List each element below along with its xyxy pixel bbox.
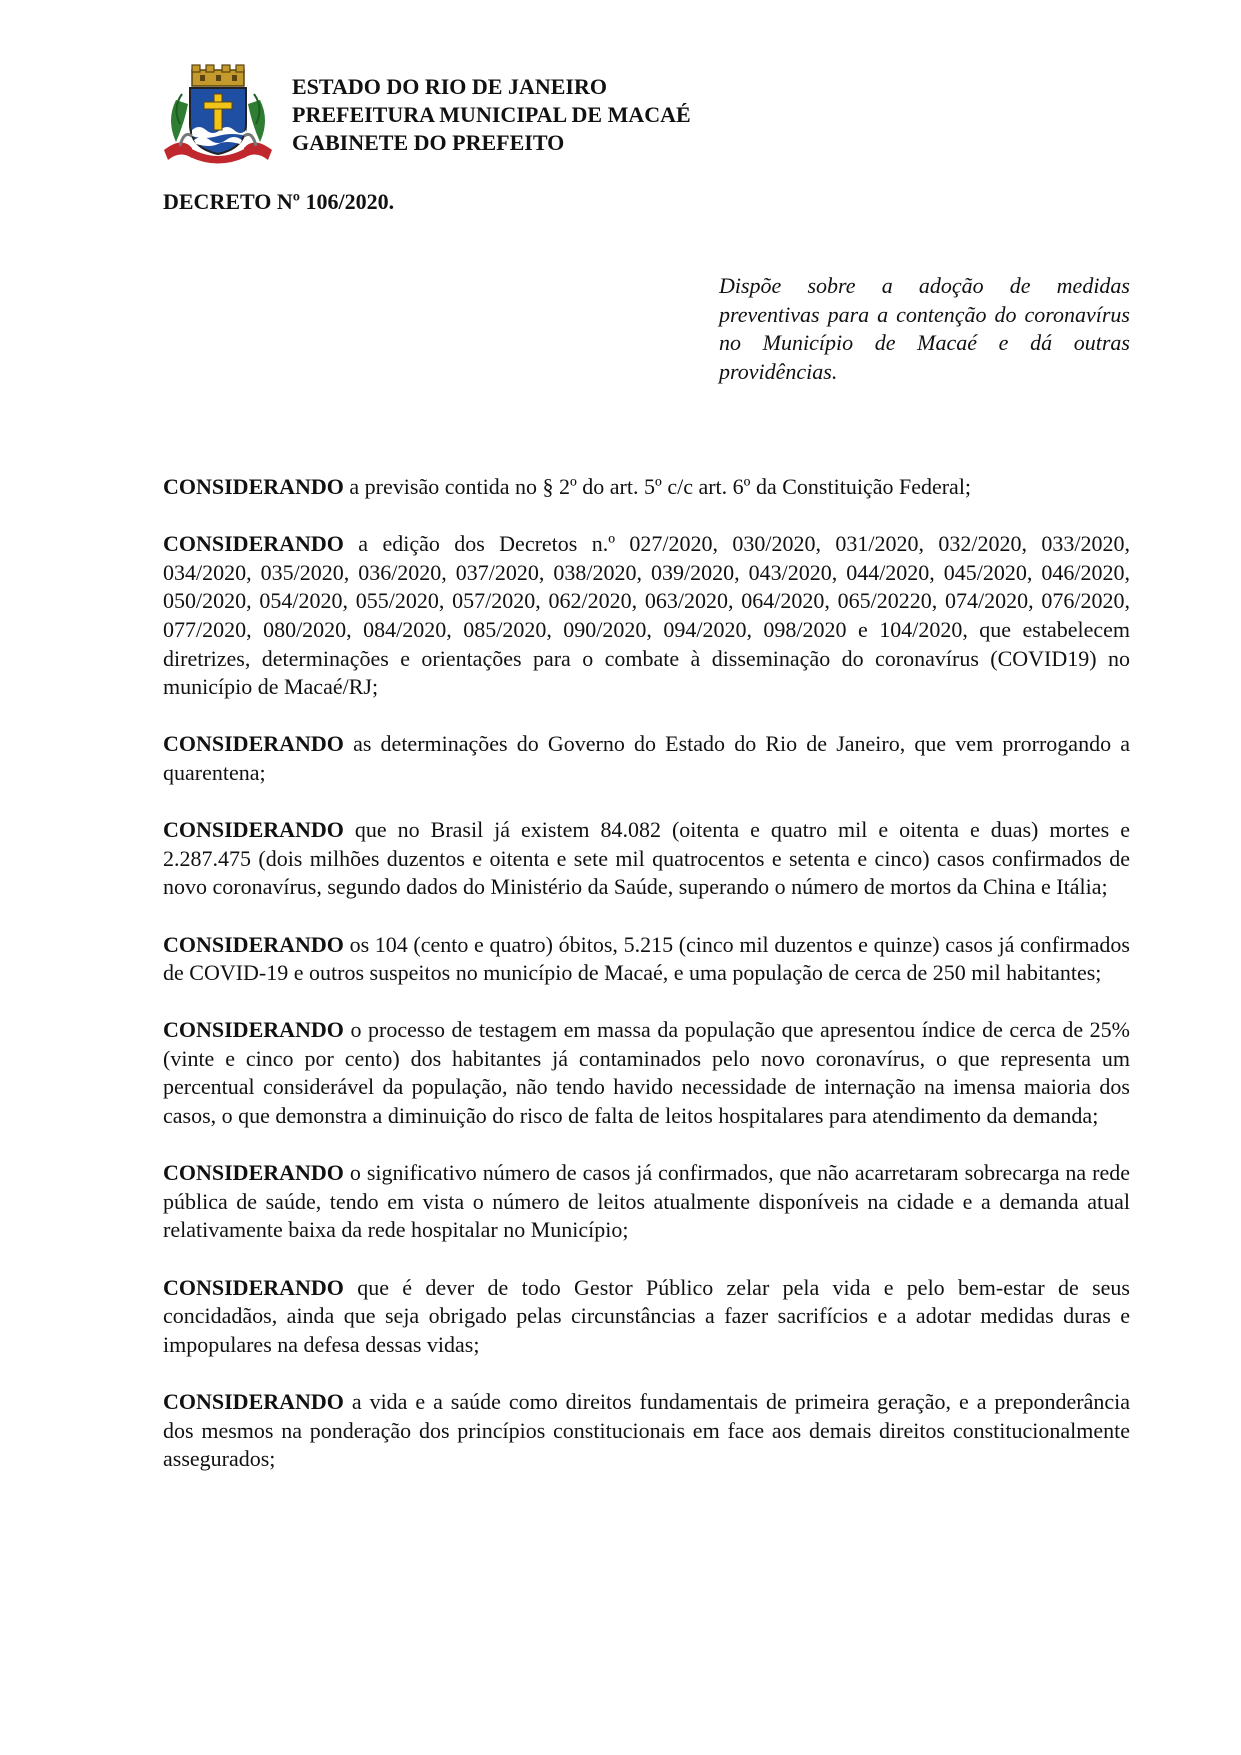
considerando-text: a previsão contida no § 2º do art. 5º c/c art. 6º da Constituição Federal; <box>343 474 972 499</box>
decree-body <box>163 473 1130 1502</box>
considerando-paragraph <box>163 1016 1130 1130</box>
considerando-text: as determinações do Governo do Estado do Rio de Janeiro, que vem prorrogando a quarentena; <box>163 731 1130 785</box>
considerando-paragraph <box>163 931 1130 988</box>
considerando-paragraph <box>163 816 1130 902</box>
considerando-text: os 104 (cento e quatro) óbitos, 5.215 (cinco mil duzentos e quinze) casos já confirmados de COVID-19 e outros suspeitos no município de Macaé, e uma população de cerca de 250 mil habitantes; <box>163 931 1130 986</box>
considerando-paragraph <box>163 530 1130 702</box>
considerando-keyword: CONSIDERANDO <box>163 531 344 557</box>
considerando-text: a vida e a saúde como direitos fundamentais de primeira geração, e a preponderância dos mesmos na ponderação dos princípios constitucionais em face aos demais direitos constitucionalmente assegurados; <box>163 1389 1130 1472</box>
considerando-keyword: CONSIDERANDO <box>163 1274 344 1300</box>
considerando-keyword: CONSIDERANDO <box>163 931 344 957</box>
considerando-keyword: CONSIDERANDO <box>163 1017 344 1043</box>
letterhead-state: ESTADO DO RIO DE JANEIRO <box>292 74 607 99</box>
considerando-text: o processo de testagem em massa da população que apresentou índice de cerca de 25% (vinte e cinco por cento) dos habitantes já contaminados pelo novo coronavírus, o que representa um percentual considerável da população, não tendo havido necessidade de internação na imensa maioria dos casos, o que demonstra a diminuição do risco de falta de leitos hospitalares para atendimento da demanda; <box>163 1017 1130 1129</box>
considerando-paragraph <box>163 1274 1130 1360</box>
letterhead <box>292 73 691 157</box>
considerando-text: que é dever de todo Gestor Público zelar pela vida e pelo bem-estar de seus concidadãos, ainda que seja obrigado pelas circunstâncias a fazer sacrifícios e a adotar medidas duras e impopulares na defesa dessas vidas; <box>163 1274 1130 1357</box>
considerando-text: o significativo número de casos já confirmados, que não acarretaram sobrecarga na rede pública de saúde, tendo em vista o número de leitos atualmente disponíveis na cidade e a demanda atual relativamente baixa da rede hospitalar no Município; <box>163 1160 1130 1243</box>
considerando-keyword: CONSIDERANDO <box>163 1160 344 1186</box>
letterhead-municipality: PREFEITURA MUNICIPAL DE MACAÉ <box>292 102 691 127</box>
considerando-paragraph <box>163 730 1130 787</box>
decree-number: DECRETO Nº 106/2020. <box>163 189 395 214</box>
considerando-keyword: CONSIDERANDO <box>163 474 344 499</box>
considerando-text: que no Brasil já existem 84.082 (oitenta e quatro mil e oitenta e duas) mortes e 2.287.475 (dois milhões duzentos e oitenta e sete mil quatrocentos e setenta e cinco) casos confirmados de novo coronavírus, segundo dados do Ministério da Saúde, superando o número de mortos da China e Itália; <box>163 817 1130 900</box>
considerando-keyword: CONSIDERANDO <box>163 1389 344 1414</box>
letterhead-office: GABINETE DO PREFEITO <box>292 130 565 155</box>
considerando-paragraph <box>163 473 1130 502</box>
considerando-keyword: CONSIDERANDO <box>163 731 344 757</box>
considerando-paragraph <box>163 1388 1130 1474</box>
considerando-paragraph <box>163 1159 1130 1245</box>
considerando-text: a edição dos Decretos n.º 027/2020, 030/2020, 031/2020, 032/2020, 033/2020, 034/2020, 035/2020, 036/2020, 037/2020, 038/2020, 039/2020, 043/2020, 044/2020, 045/2020, 046/2020, 050/2020, 054/2020, 055/2020, 057/2020, 062/2020, 063/2020, 064/2020, 065/20220, 074/2020, 076/2020, 077/2020, 080/2020, 084/2020, 085/2020, 090/2020, 094/2020, 098/2020 e 104/2020, que estabelecem diretrizes, determinações e orientações para o combate à disseminação do coronavírus (COVID19) no município de Macaé/RJ; <box>163 531 1130 700</box>
considerando-keyword: CONSIDERANDO <box>163 817 344 843</box>
decree-ementa: Dispõe sobre a adoção de medidas preventivas para a contenção do coronavírus no Município de Macaé e dá outras providências. <box>719 273 1130 384</box>
coat-of-arms-macae-icon <box>162 64 274 164</box>
